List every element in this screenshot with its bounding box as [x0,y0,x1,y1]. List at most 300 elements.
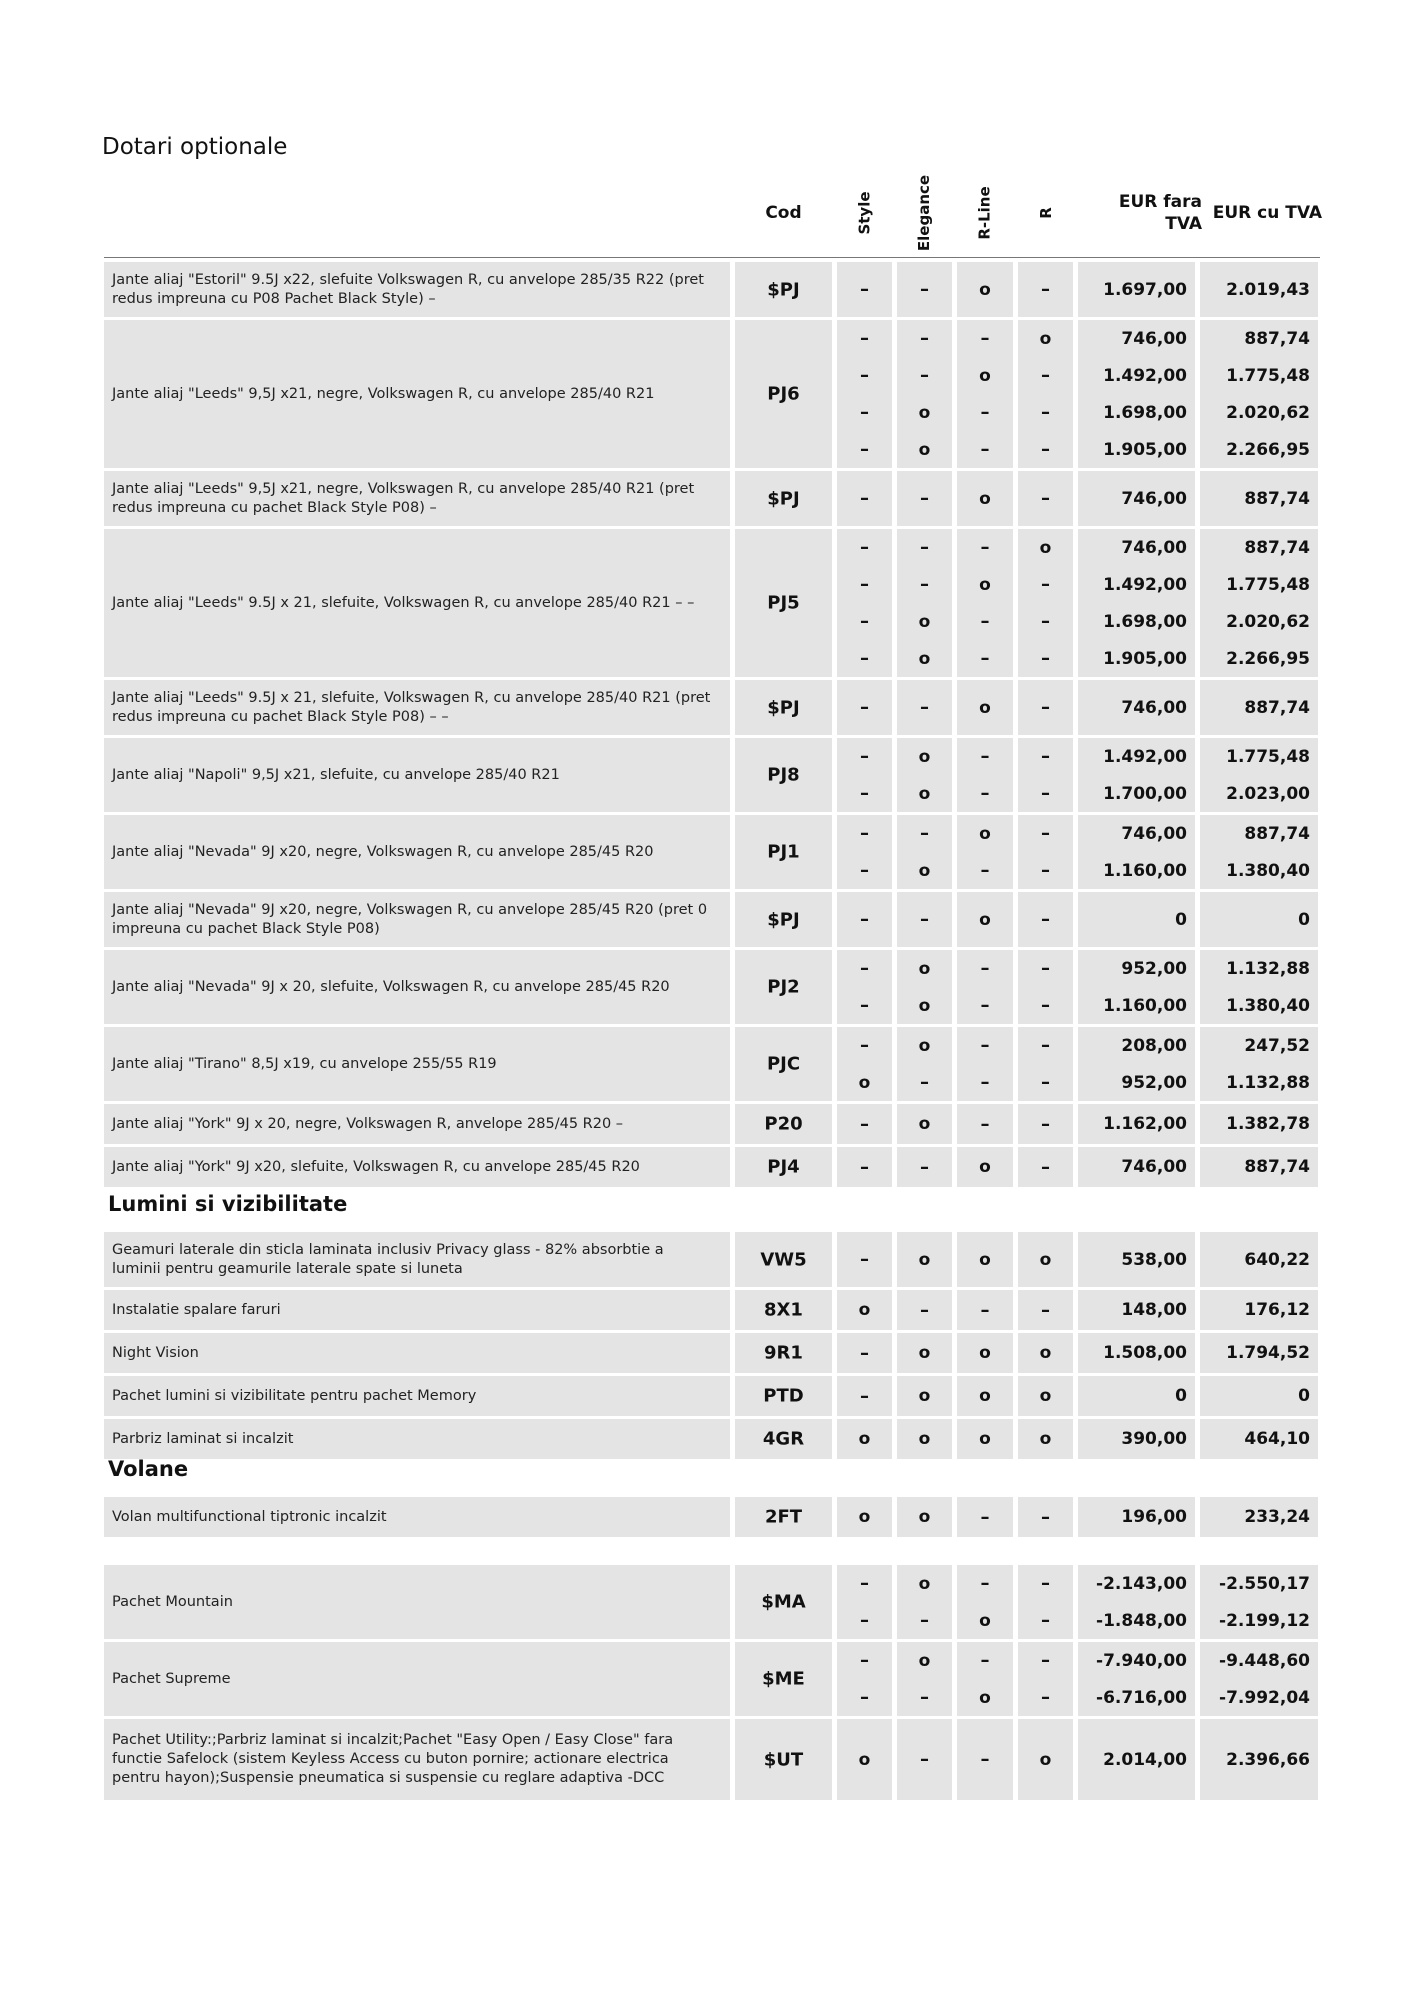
style-value: – [860,537,869,558]
elegance-cell [897,1027,952,1101]
r-value: o [1039,1386,1052,1406]
price-fara-tva-value: 0 [1175,1386,1187,1406]
option-description: Jante aliaj "York" 9J x20, slefuite, Volkswagen R, cu anvelope 285/45 R20 [112,1158,640,1175]
price-cu-tva-cell [1200,262,1318,317]
style-cell [837,1419,892,1459]
r-cell [1018,1497,1073,1537]
r-value: o [1039,1749,1052,1770]
rline-value: o [979,1687,991,1708]
r-cell [1018,1376,1073,1416]
price-fara-tva-value: 2.014,00 [1103,1749,1187,1770]
desc-cell [104,1232,730,1287]
style-value: o [858,1072,871,1093]
price-cu-tva-value: 887,74 [1244,1157,1310,1177]
price-fara-tva-cell [1078,529,1195,677]
style-value: – [860,783,869,804]
rline-value: – [980,995,990,1016]
price-fara-tva-value: -1.848,00 [1096,1610,1187,1631]
desc-cell [104,471,730,526]
price-cu-tva-value: 2.020,62 [1226,611,1310,632]
elegance-cell [897,1565,952,1639]
style-value: – [860,488,869,509]
r-value: – [1041,1687,1050,1708]
desc-cell [104,1419,730,1459]
elegance-value: – [920,1156,929,1178]
r-value: – [1041,1506,1050,1528]
table-row [0,1027,1414,1104]
option-description: Volan multifunctional tiptronic incalzit [112,1508,387,1525]
r-value: – [1041,279,1050,300]
r-cell [1018,1419,1073,1459]
r-cell [1018,471,1073,526]
elegance-cell [897,1232,952,1287]
table-row [0,950,1414,1027]
style-value: – [860,1610,869,1631]
price-cu-tva-value: 2.266,95 [1226,648,1310,669]
rline-value: – [980,1035,990,1056]
r-cell [1018,1290,1073,1330]
elegance-value: – [920,697,929,718]
elegance-cell [897,471,952,526]
style-value: – [860,958,869,979]
header-eur-fara-tva [1078,172,1202,254]
elegance-value: o [918,402,931,423]
price-cu-tva-cell [1200,892,1318,947]
rline-value: – [980,1650,990,1671]
r-value: – [1041,1299,1050,1321]
elegance-value: – [920,1610,929,1631]
header-rline [957,172,1013,254]
price-fara-tva-cell [1078,1719,1195,1800]
rline-cell [957,1376,1013,1416]
cod-cell [735,1333,832,1373]
price-fara-tva-cell [1078,892,1195,947]
r-cell [1018,1147,1073,1187]
price-cu-tva-cell [1200,1419,1318,1459]
desc-cell [104,1147,730,1187]
cod-cell [735,320,832,468]
price-fara-tva-value: 538,00 [1121,1249,1187,1270]
style-value: – [860,1342,869,1364]
r-value: – [1041,958,1050,979]
r-value: – [1041,1072,1050,1093]
r-cell [1018,892,1073,947]
cod-cell [735,1642,832,1716]
style-cell [837,262,892,317]
cod-cell [735,1497,832,1537]
rline-cell [957,1104,1013,1144]
rline-value: o [979,1249,991,1270]
price-cu-tva-value: 247,52 [1244,1035,1310,1056]
price-fara-tva-value: 1.492,00 [1103,365,1187,386]
elegance-value: – [920,823,929,844]
option-description: Jante aliaj "Estoril" 9.5J x22, slefuite Volkswagen R, cu anvelope 285/35 R22 (pret redus impreuna cu P08 Pachet Black Style) – [112,271,704,307]
table-row [0,1333,1414,1376]
desc-cell [104,1565,730,1639]
r-value: o [1039,328,1052,349]
rline-value: o [979,1157,991,1177]
style-value: – [860,439,869,460]
rline-cell [957,1290,1013,1330]
style-cell [837,680,892,735]
rline-cell [957,320,1013,468]
rline-value: – [980,439,990,460]
elegance-cell [897,680,952,735]
option-description: Jante aliaj "Leeds" 9.5J x 21, slefuite, Volkswagen R, cu anvelope 285/40 R21 (pret redus impreuna cu pachet Black Style P08) – – [112,689,711,725]
style-value: – [860,328,869,349]
r-value: o [1039,1343,1052,1363]
style-cell [837,471,892,526]
section-title: Lumini si vizibilitate [108,1192,348,1216]
rline-cell [957,1027,1013,1101]
option-description: Jante aliaj "Tirano" 8,5J x19, cu anvelope 255/55 R19 [112,1055,497,1072]
price-cu-tva-value: 464,10 [1244,1429,1310,1449]
price-fara-tva-value: 746,00 [1121,488,1187,509]
r-cell [1018,1719,1073,1800]
r-value: – [1041,1650,1050,1671]
table-row [0,892,1414,950]
style-value: – [860,1573,869,1594]
cod-cell [735,1419,832,1459]
price-cu-tva-cell [1200,1147,1318,1187]
table-row [0,1290,1414,1333]
option-description: Jante aliaj "Leeds" 9,5J x21, negre, Volkswagen R, cu anvelope 285/40 R21 (pret redus impreuna cu pachet Black Style P08) – [112,480,695,516]
style-cell [837,892,892,947]
elegance-value: o [918,1249,931,1270]
style-value: o [858,1507,871,1527]
option-code: $PJ [767,697,800,718]
r-value: – [1041,611,1050,632]
elegance-value: o [918,1429,931,1449]
option-code: PJ8 [767,764,800,786]
price-cu-tva-cell [1200,815,1318,889]
price-fara-tva-cell [1078,1290,1195,1330]
r-cell [1018,680,1073,735]
desc-cell [104,738,730,812]
price-cu-tva-value: 2.020,62 [1226,402,1310,423]
r-cell [1018,262,1073,317]
rline-cell [957,1419,1013,1459]
style-value: – [860,574,869,595]
price-cu-tva-cell [1200,1027,1318,1101]
price-fara-tva-cell [1078,1642,1195,1716]
desc-cell [104,680,730,735]
rline-cell [957,950,1013,1024]
elegance-value: – [920,1299,929,1321]
rline-value: o [979,909,991,930]
rline-value: o [979,488,991,509]
cod-cell [735,1719,832,1800]
elegance-value: o [918,439,931,460]
elegance-value: o [918,1650,931,1671]
price-cu-tva-value: 176,12 [1244,1300,1310,1320]
option-code: $PJ [767,279,800,300]
rline-value: o [979,1610,991,1631]
style-value: – [860,1156,869,1178]
style-value: – [860,648,869,669]
option-code: VW5 [760,1249,807,1270]
desc-cell [104,1104,730,1144]
style-cell [837,815,892,889]
elegance-value: o [918,1035,931,1056]
option-code: $MA [761,1591,806,1613]
option-code: PJ6 [767,383,800,405]
price-fara-tva-value: 952,00 [1121,958,1187,979]
price-cu-tva-cell [1200,950,1318,1024]
desc-cell [104,892,730,947]
price-fara-tva-value: -7.940,00 [1096,1650,1187,1671]
price-cu-tva-cell [1200,1642,1318,1716]
style-value: – [860,1687,869,1708]
style-value: – [860,1113,869,1135]
style-cell [837,1565,892,1639]
style-cell [837,1232,892,1287]
price-fara-tva-cell [1078,815,1195,889]
rline-cell [957,738,1013,812]
price-fara-tva-value: 1.508,00 [1103,1343,1187,1363]
price-cu-tva-value: 2.396,66 [1226,1749,1310,1770]
price-cu-tva-value: 887,74 [1244,823,1310,844]
price-fara-tva-value: 1.698,00 [1103,402,1187,423]
price-cu-tva-cell [1200,529,1318,677]
style-value: – [860,995,869,1016]
cod-cell [735,1147,832,1187]
r-value: o [1039,1249,1052,1270]
price-cu-tva-value: 1.380,40 [1226,860,1310,881]
elegance-cell [897,892,952,947]
price-fara-tva-value: 1.697,00 [1103,279,1187,300]
elegance-cell [897,529,952,677]
elegance-value: – [920,909,929,930]
option-code: P20 [764,1113,803,1135]
style-cell [837,1290,892,1330]
elegance-cell [897,1419,952,1459]
cod-cell [735,738,832,812]
r-value: – [1041,365,1050,386]
r-value: – [1041,439,1050,460]
r-value: – [1041,746,1050,767]
elegance-value: o [918,1507,931,1527]
cod-cell [735,815,832,889]
cod-cell [735,1104,832,1144]
page-title: Dotari optionale [102,134,288,160]
table-row [0,1376,1414,1419]
price-fara-tva-value: 208,00 [1121,1035,1187,1056]
rline-cell [957,815,1013,889]
desc-cell [104,1376,730,1416]
price-fara-tva-cell [1078,262,1195,317]
rline-value: o [979,279,991,300]
price-cu-tva-value: 233,24 [1244,1507,1310,1527]
rline-value: – [980,1506,990,1528]
price-fara-tva-cell [1078,1232,1195,1287]
rline-cell [957,892,1013,947]
r-value: – [1041,1156,1050,1178]
price-fara-tva-cell [1078,1104,1195,1144]
style-value: – [860,279,869,300]
table-row [0,471,1414,529]
rline-cell [957,262,1013,317]
option-code: 4GR [762,1428,805,1450]
elegance-value: – [920,537,929,558]
price-cu-tva-cell [1200,1719,1318,1800]
r-value: – [1041,1035,1050,1056]
desc-cell [104,1333,730,1373]
desc-cell [104,950,730,1024]
price-fara-tva-value: 1.905,00 [1103,439,1187,460]
price-fara-tva-value: 1.160,00 [1103,860,1187,881]
option-description: Pachet Mountain [112,1593,233,1610]
style-cell [837,1027,892,1101]
option-description: Pachet Utility:;Parbriz laminat si incalzit;Pachet "Easy Open / Easy Close" fara functie Safelock (sistem Keyless Access cu buton pornire; actionare electrica pentru hayon);Suspensie pneumatica si suspensie cu reglare adaptiva -DCC [112,1732,674,1786]
price-cu-tva-value: 1.775,48 [1226,365,1310,386]
r-cell [1018,1333,1073,1373]
price-fara-tva-value: 746,00 [1121,823,1187,844]
price-fara-tva-value: 1.698,00 [1103,611,1187,632]
table-row [0,320,1414,471]
rline-value: – [980,1113,990,1135]
option-description: Parbriz laminat si incalzit [112,1430,294,1447]
elegance-value: – [920,488,929,509]
cod-cell [735,1027,832,1101]
option-code: 8X1 [764,1299,803,1321]
rline-value: – [980,328,990,349]
rline-cell [957,1497,1013,1537]
rline-value: o [979,365,991,386]
price-fara-tva-cell [1078,1419,1195,1459]
price-cu-tva-value: 887,74 [1244,697,1310,718]
style-cell [837,1376,892,1416]
price-cu-tva-value: 887,74 [1244,488,1310,509]
style-cell [837,529,892,677]
rline-value: – [980,860,990,881]
price-fara-tva-value: 746,00 [1121,697,1187,718]
style-value: – [860,697,869,718]
price-fara-tva-value: 148,00 [1121,1300,1187,1320]
rline-value: o [979,1343,991,1363]
price-fara-tva-cell [1078,471,1195,526]
rline-value: o [979,823,991,844]
price-cu-tva-value: -7.992,04 [1219,1687,1310,1708]
option-code: PJ4 [767,1156,800,1178]
price-fara-tva-value: 1.905,00 [1103,648,1187,669]
price-fara-tva-value: -2.143,00 [1096,1573,1187,1594]
price-fara-tva-value: 746,00 [1121,1157,1187,1177]
table-row [0,1419,1414,1462]
desc-cell [104,815,730,889]
rline-value: o [979,697,991,718]
price-cu-tva-value: -2.550,17 [1219,1573,1310,1594]
price-fara-tva-value: 196,00 [1121,1507,1187,1527]
r-value: – [1041,648,1050,669]
rline-value: – [980,537,990,558]
r-value: – [1041,574,1050,595]
desc-cell [104,1290,730,1330]
price-fara-tva-cell [1078,1027,1195,1101]
r-value: – [1041,783,1050,804]
r-value: – [1041,1610,1050,1631]
elegance-value: o [918,1343,931,1363]
style-cell [837,1333,892,1373]
r-value: – [1041,995,1050,1016]
elegance-value: o [918,958,931,979]
option-description: Instalatie spalare faruri [112,1301,281,1318]
header-rline-label: R-Line [975,186,994,240]
elegance-cell [897,1147,952,1187]
r-cell [1018,1027,1073,1101]
style-cell [837,1642,892,1716]
table-row [0,815,1414,892]
section-title: Volane [108,1457,189,1481]
style-value: – [860,365,869,386]
price-fara-tva-value: -6.716,00 [1096,1687,1187,1708]
option-description: Jante aliaj "Leeds" 9.5J x 21, slefuite, Volkswagen R, cu anvelope 285/40 R21 – – [112,594,695,611]
price-cu-tva-value: 0 [1298,1386,1310,1406]
price-cu-tva-cell [1200,1497,1318,1537]
elegance-cell [897,320,952,468]
elegance-cell [897,1104,952,1144]
price-cu-tva-cell [1200,1104,1318,1144]
rline-value: – [980,1749,990,1770]
header-divider [104,257,1320,258]
cod-cell [735,1290,832,1330]
price-fara-tva-value: 952,00 [1121,1072,1187,1093]
elegance-cell [897,1642,952,1716]
cod-cell [735,471,832,526]
header-cod-label: Cod [765,203,802,223]
style-value: o [858,1749,871,1770]
r-value: – [1041,697,1050,718]
price-cu-tva-cell [1200,471,1318,526]
price-fara-tva-cell [1078,950,1195,1024]
price-fara-tva-value: 1.492,00 [1103,746,1187,767]
r-cell [1018,950,1073,1024]
cod-cell [735,680,832,735]
table-row [0,1642,1414,1719]
rline-cell [957,1719,1013,1800]
style-value: – [860,1035,869,1056]
price-fara-tva-value: 1.700,00 [1103,783,1187,804]
style-cell [837,1104,892,1144]
rline-value: – [980,1299,990,1321]
option-code: $UT [763,1749,804,1770]
option-code: 9R1 [764,1342,803,1364]
rline-cell [957,1642,1013,1716]
r-value: – [1041,909,1050,930]
r-cell [1018,1642,1073,1716]
rline-value: o [979,1386,991,1406]
style-cell [837,950,892,1024]
rline-value: – [980,958,990,979]
rline-value: o [979,574,991,595]
option-code: PTD [763,1385,804,1407]
rline-value: – [980,611,990,632]
option-description: Pachet lumini si vizibilitate pentru pachet Memory [112,1387,477,1404]
header-eur-fara-line2: TVA [1165,214,1202,234]
r-value: – [1041,402,1050,423]
option-description: Jante aliaj "Napoli" 9,5J x21, slefuite, cu anvelope 285/40 R21 [112,766,560,783]
elegance-cell [897,950,952,1024]
cod-cell [735,529,832,677]
header-eur-fara-line1: EUR fara [1118,191,1202,212]
option-code: $PJ [767,909,800,930]
header-elegance [897,172,952,254]
r-value: – [1041,860,1050,881]
option-description: Jante aliaj "Nevada" 9J x20, negre, Volkswagen R, cu anvelope 285/45 R20 (pret 0 impreuna cu pachet Black Style P08) [112,901,708,937]
option-description: Jante aliaj "York" 9J x 20, negre, Volkswagen R, anvelope 285/45 R20 – [112,1115,624,1132]
price-cu-tva-value: 2.023,00 [1226,783,1310,804]
rline-cell [957,680,1013,735]
